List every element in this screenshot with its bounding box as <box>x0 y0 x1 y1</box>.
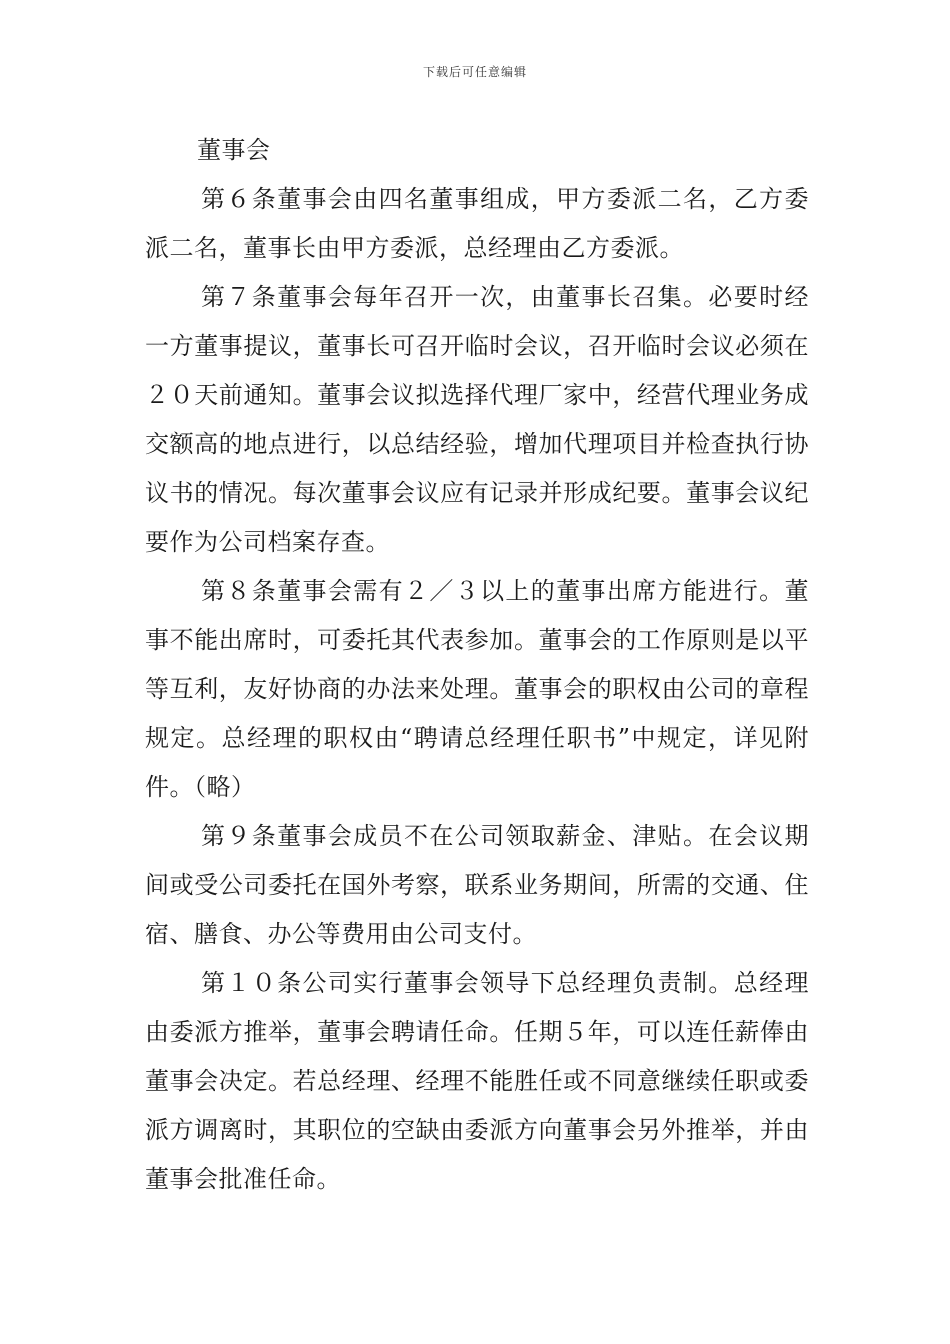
article-9-paragraph: 第９条董事会成员不在公司领取薪金、津贴。在会议期间或受公司委托在国外考察，联系业务期间，所需的交通、住宿、膳食、办公等费用由公司支付。 <box>145 822 809 948</box>
page-header: 下载后可任意编辑 <box>422 65 527 79</box>
article-8-paragraph: 第８条董事会需有２／３以上的董事出席方能进行。董事不能出席时，可委托其代表参加。董事会的工作原则是以平等互利，友好协商的办法来处理。董事会的职权由公司的章程规定。总经理的职权由“聘请总经理任职书”中规定，详见附件。（略） <box>145 577 809 801</box>
section-title: 董事会 <box>197 136 271 164</box>
document-body <box>145 126 809 1204</box>
article-6-paragraph: 第６条董事会由四名董事组成，甲方委派二名，乙方委派二名，董事长由甲方委派，总经理由乙方委派。 <box>145 185 809 262</box>
article-7-paragraph: 第７条董事会每年召开一次，由董事长召集。必要时经一方董事提议，董事长可召开临时会议，召开临时会议必须在２０天前通知。董事会议拟选择代理厂家中，经营代理业务成交额高的地点进行，以总结经验，增加代理项目并检查执行协议书的情况。每次董事会议应有记录并形成纪要。董事会议纪要作为公司档案存查。 <box>145 283 809 556</box>
article-10-paragraph: 第１０条公司实行董事会领导下总经理负责制。总经理由委派方推举，董事会聘请任命。任期５年，可以连任薪俸由董事会决定。若总经理、经理不能胜任或不同意继续任职或委派方调离时，其职位的空缺由委派方向董事会另外推举，并由董事会批准任命。 <box>145 969 809 1193</box>
